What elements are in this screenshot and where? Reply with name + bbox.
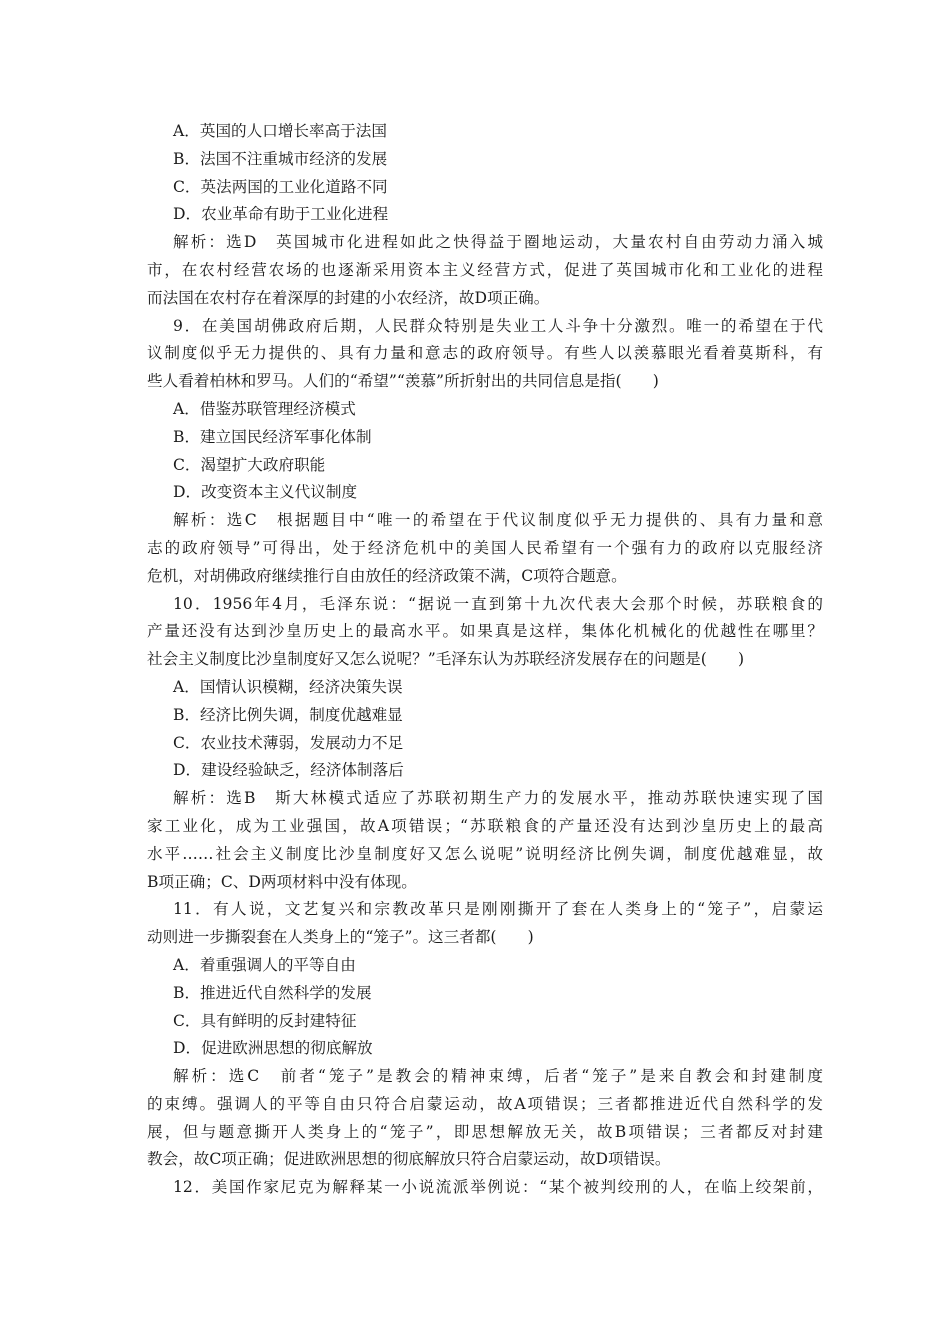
question-8 [147, 118, 823, 313]
q10-stem-line: 社会主义制度比沙皇制度好又怎么说呢？”毛泽东认为苏联经济发展存在的问题是( ) [147, 650, 745, 669]
q10-analysis-line: 水平……社会主义制度比沙皇制度好又怎么说呢”说明经济比例失调，制度优越难显，故 [147, 844, 823, 863]
q9-option-d: D．改变资本主义代议制度 [173, 483, 358, 502]
q11-stem-line: 11．有人说，文艺复兴和宗教改革只是刚刚撕开了套在人类身上的“笼子”，启蒙运 [173, 900, 823, 919]
q8-option-c: C．英法两国的工业化道路不同 [173, 177, 388, 196]
q9-option-c: C．渴望扩大政府职能 [173, 455, 326, 474]
q8-option-b: B．法国不注重城市经济的发展 [173, 149, 388, 168]
page-content [147, 118, 823, 1202]
question-10 [147, 591, 823, 897]
q11-option-c: C．具有鲜明的反封建特征 [173, 1011, 357, 1030]
q8-analysis-line: 市，在农村经营农场的也逐渐采用资本主义经营方式，促进了英国城市化和工业化的进程 [147, 260, 823, 279]
q8-analysis-line: 而法国在农村存在着深厚的封建的小农经济，故D项正确。 [147, 288, 550, 307]
q11-analysis-line: 的束缚。强调人的平等自由只符合启蒙运动，故A项错误；三者都推进近代自然科学的发 [147, 1094, 823, 1113]
q9-analysis-line: 危机，对胡佛政府继续推行自由放任的经济政策不满，C项符合题意。 [147, 566, 627, 585]
q9-option-a: A．借鉴苏联管理经济模式 [173, 399, 356, 418]
q9-analysis-line: 解析：选C 根据题目中“唯一的希望在于代议制度似乎无力提供的、具有力量和意 [173, 511, 823, 530]
q8-analysis-line: 解析：选D 英国城市化进程如此之快得益于圈地运动，大量农村自由劳动力涌入城 [173, 233, 823, 252]
q11-stem-line: 动则进一步撕裂套在人类身上的“笼子”。这三者都( ) [147, 928, 534, 947]
q11-analysis-line: 展，但与题意撕开人类身上的“笼子”，即思想解放无关，故B项错误；三者都反对封建 [147, 1122, 823, 1141]
q8-option-a: A．英国的人口增长率高于法国 [173, 122, 387, 140]
q9-option-b: B．建立国民经济军事化体制 [173, 427, 372, 446]
q10-analysis-line: B项正确；C、D两项材料中没有体现。 [147, 872, 417, 891]
q10-option-d: D．建设经验缺乏，经济体制落后 [173, 761, 404, 780]
q10-stem-line: 产量还没有达到沙皇历史上的最高水平。如果真是这样，集体化机械化的优越性在哪里？ [147, 622, 823, 641]
question-11 [147, 896, 823, 1174]
q10-analysis-line: 家工业化，成为工业强国，故A项错误；“苏联粮食的产量还没有达到沙皇历史上的最高 [147, 816, 823, 835]
q11-option-a: A．着重强调人的平等自由 [173, 955, 356, 974]
q10-option-b: B．经济比例失调，制度优越难显 [173, 705, 403, 724]
q10-option-a: A．国情认识模糊，经济决策失误 [173, 677, 403, 696]
q10-analysis-line: 解析：选B 斯大林模式适应了苏联初期生产力的发展水平，推动苏联快速实现了国 [173, 789, 823, 808]
q9-stem-line: 议制度似乎无力提供的、具有力量和意志的政府领导。有些人以羡慕眼光看着莫斯科，有 [147, 344, 823, 363]
q11-option-b: B．推进近代自然科学的发展 [173, 983, 372, 1002]
q9-stem-line: 9．在美国胡佛政府后期，人民群众特别是失业工人斗争十分激烈。唯一的希望在于代 [173, 316, 823, 335]
q8-option-d: D．农业革命有助于工业化进程 [173, 205, 389, 224]
question-12 [147, 1174, 823, 1202]
q9-analysis-line: 志的政府领导”可得出，处于经济危机中的美国人民希望有一个强有力的政府以克服经济 [147, 538, 823, 557]
q11-option-d: D．促进欧洲思想的彻底解放 [173, 1039, 373, 1058]
q10-option-c: C．农业技术薄弱，发展动力不足 [173, 733, 404, 752]
q10-stem-line: 10．1956年4月，毛泽东说：“据说一直到第十九次代表大会那个时候，苏联粮食的 [173, 594, 823, 613]
q11-analysis-line: 解析：选C 前者“笼子”是教会的精神束缚，后者“笼子”是来自教会和封建制度 [173, 1067, 823, 1086]
q11-analysis-line: 教会，故C项正确；促进欧洲思想的彻底解放只符合启蒙运动，故D项错误。 [147, 1150, 671, 1169]
q9-stem-line: 些人看着柏林和罗马。人们的“希望”“羡慕”所折射出的共同信息是指( ) [147, 372, 659, 391]
q12-stem-line: 12．美国作家尼克为解释某一小说流派举例说：“某个被判绞刑的人，在临上绞架前， [173, 1178, 823, 1197]
question-9 [147, 313, 823, 591]
